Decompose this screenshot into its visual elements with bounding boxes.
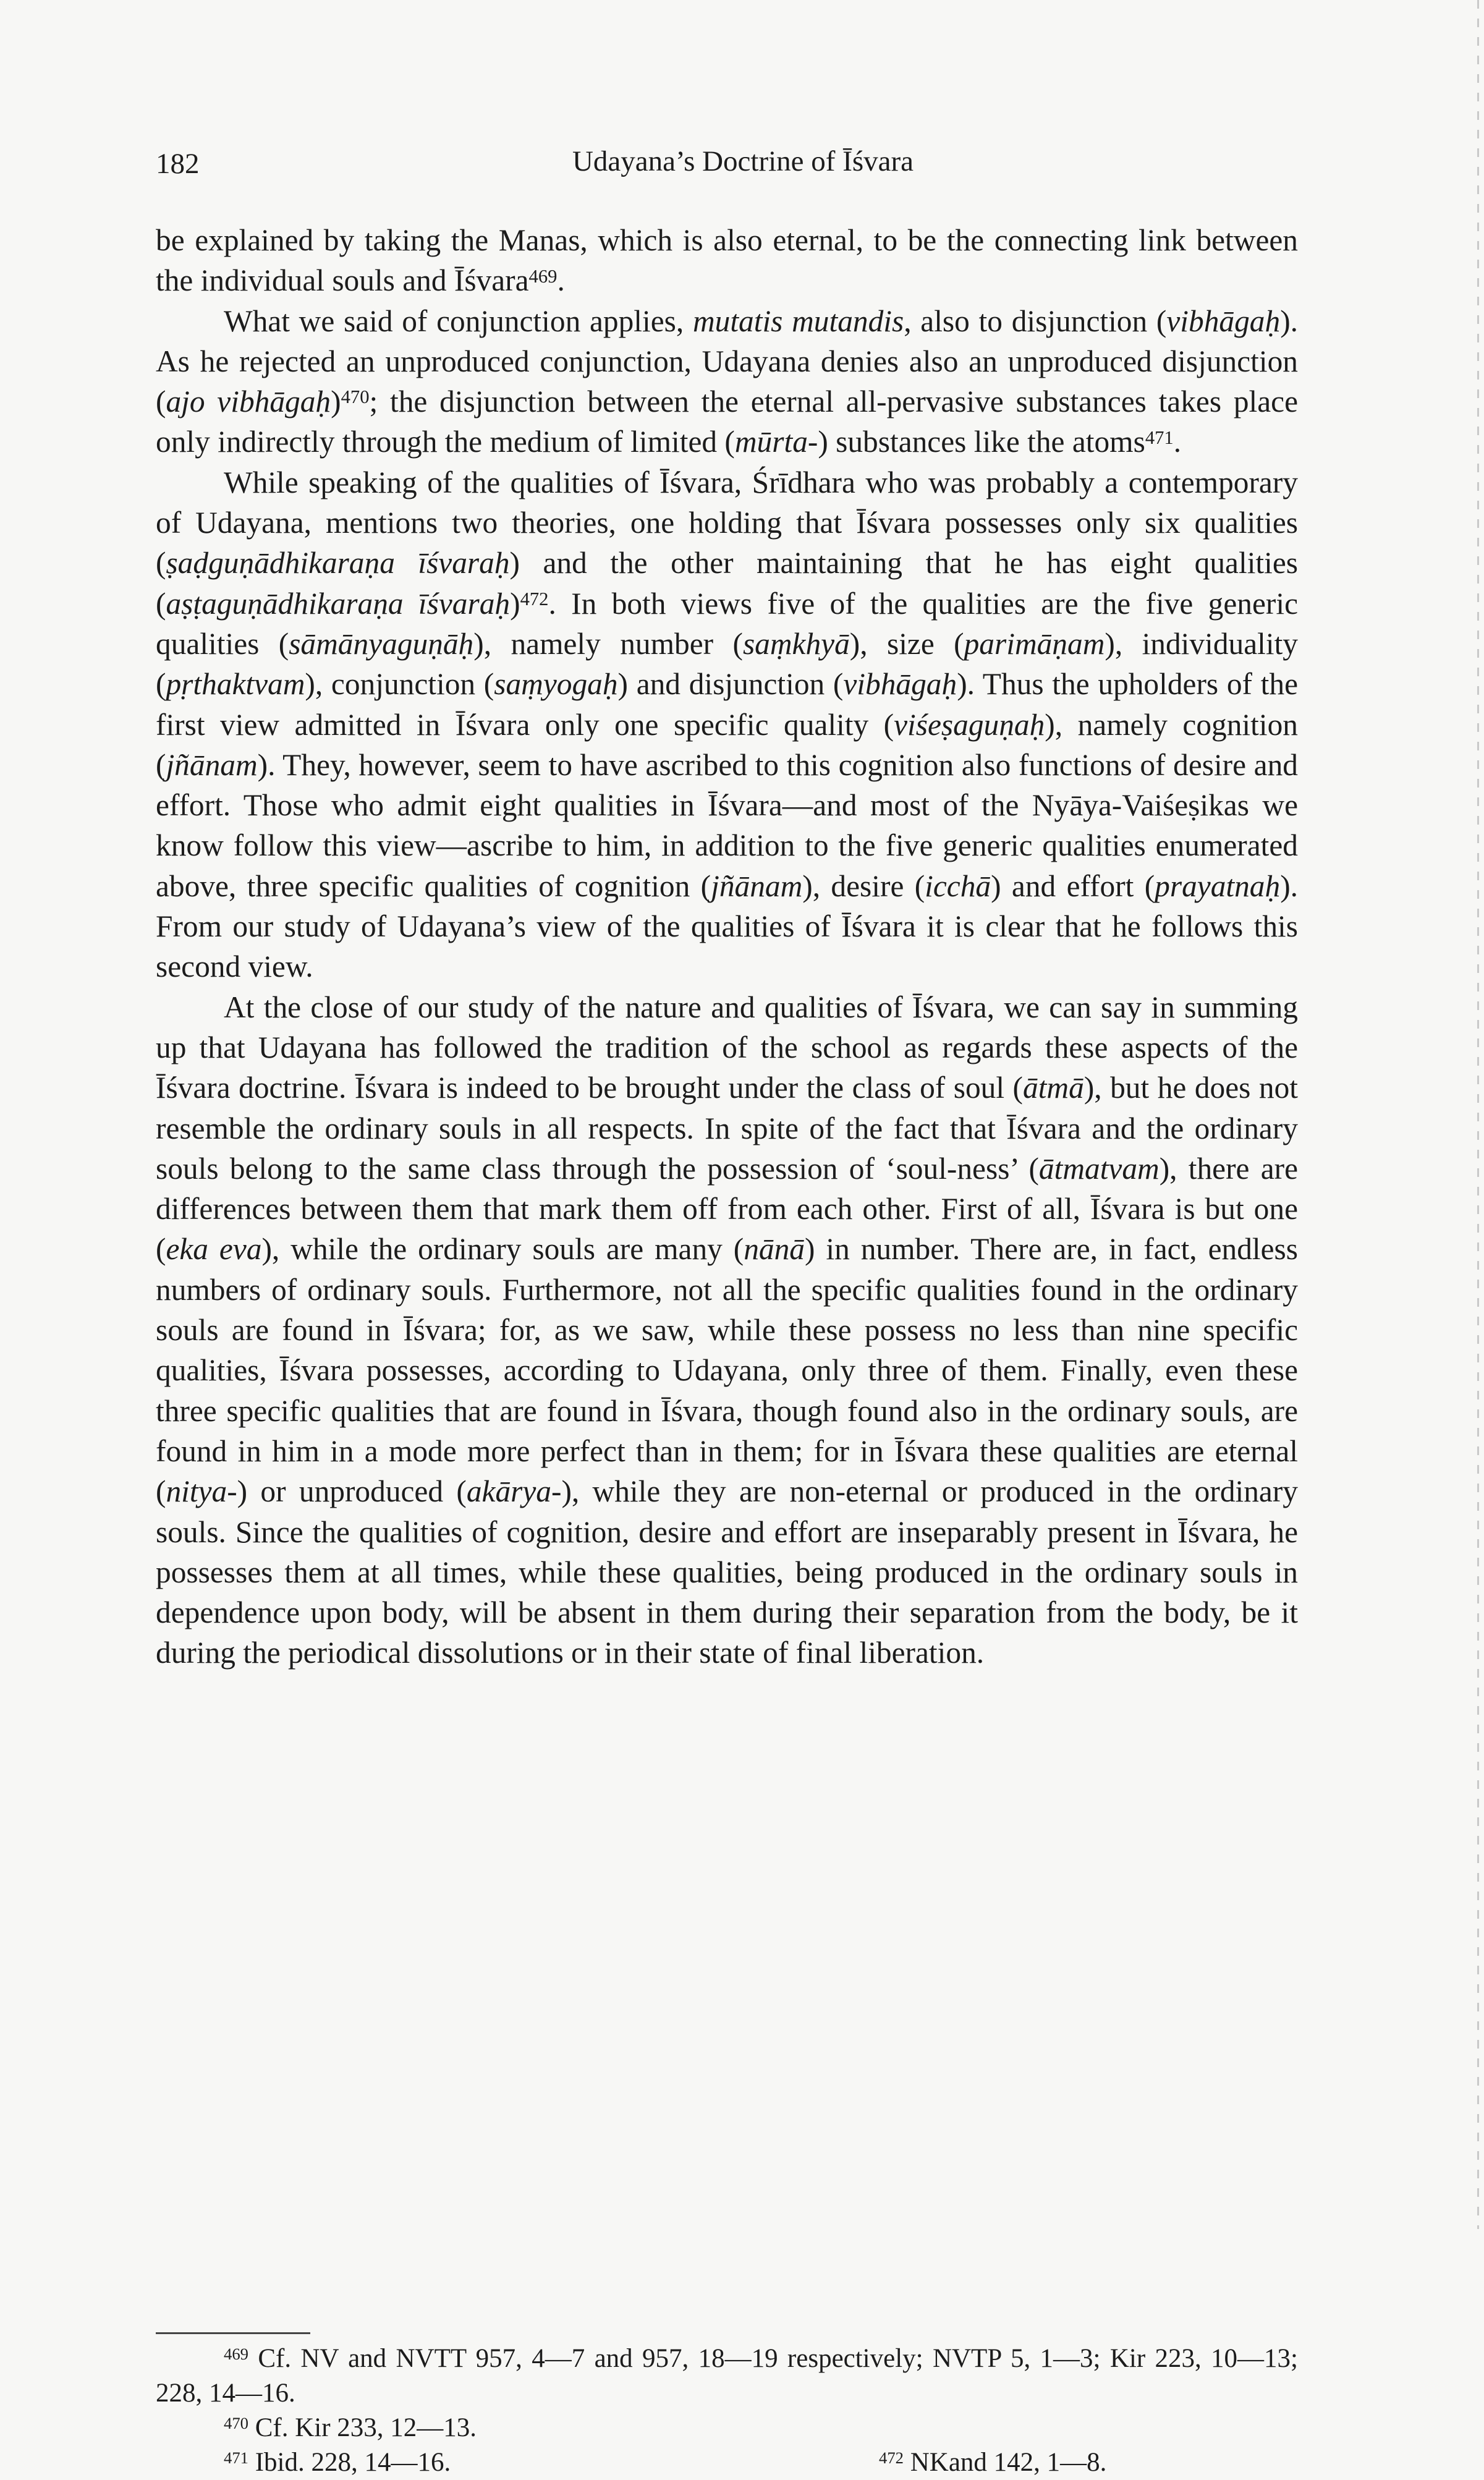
- footnote-number: 469: [224, 2345, 248, 2364]
- scan-margin-mark: [1477, 0, 1479, 2229]
- page-number: 182: [156, 148, 200, 180]
- paragraph-3: While speaking of the qualities of Īśvara, Śrīdhara who was probably a contemporary of Udayana, mentions two theories, one holding that Īśvara possesses only six qualities (ṣaḍguṇādhikaraṇa īśvaraḥ) and the other maintaining that he has eight qualities (aṣṭaguṇādhikaraṇa īśvaraḥ)$^{472}$. In both views five of the qualities are the five generic qualities (sāmānyaguṇāḥ), namely number (saṃkhyā), size (parimāṇam), individuality (pṛthaktvam), conjunction (saṃyogaḥ) and disjunction (vibhāgaḥ). Thus the upholders of the first view admitted in Īśvara only one specific quality (viśeṣaguṇaḥ), namely cognition (jñānam). They, however, seem to have ascribed to this cognition also functions of desire and effort. Those who admit eight qualities in Īśvara—and most of the Nyāya-Vaiśeṣikas we know follow this view—ascribe to him, in addition to the five generic qualities enumerated above, three specific qualities of cognition (jñānam), desire (icchā) and effort (prayatnaḥ). From our study of Udayana’s view of the qualities of Īśvara it is clear that he follows this second view.: [156, 465, 1299, 984]
- footnote-number: 472: [879, 2448, 904, 2468]
- footnote-472: $^{472}$ NKand 142, 1—8.: [879, 2448, 1107, 2477]
- footnote-469: $^{469}$ Cf. NV and NVTT 957, 4—7 and 957, 18—19 respectively; NVTP 5, 1—3; Kir 223, 10—13; 228, 14—16.: [156, 2344, 1299, 2408]
- footnote-ref-471[interactable]: 471: [1145, 427, 1174, 448]
- footnotes: [156, 2342, 1298, 2480]
- footnote-470: $^{470}$ Cf. Kir 233, 12—13.: [224, 2413, 477, 2442]
- footnote-line: [156, 2445, 1298, 2480]
- running-head: Udayana’s Doctrine of Īśvara: [572, 145, 914, 177]
- paragraph-2: What we said of conjunction applies, mutatis mutandis, also to disjunction (vibhāgaḥ). As he rejected an unproduced conjunction, Udayana denies also an unproduced disjunction (ajo vibhāgaḥ)$^{470}$; the disjunction between the eternal all-pervasive substances takes place only indirectly through the medium of limited (mūrta-) substances like the atoms$^{471}$.: [156, 304, 1298, 459]
- paragraph-1: be explained by taking the Manas, which is also eternal, to be the connecting link between the individual souls and Īśvara$^{469}$.: [156, 223, 1298, 298]
- footnote-number: 471: [224, 2448, 248, 2468]
- footnote-rule: [156, 2332, 310, 2334]
- paragraph-4: At the close of our study of the nature and qualities of Īśvara, we can say in summing up that Udayana has followed the tradition of the school as regards these aspects of the Īśvara doctrine. Īśvara is indeed to be brought under the class of soul (ātmā), but he does not resemble the ordinary souls in all respects. In spite of the fact that Īśvara and the ordinary souls belong to the same class through the possession of ‘soul-ness’ (ātmatvam), there are differences between them that mark them off from each other. First of all, Īśvara is but one (eka eva), while the ordinary souls are many (nānā) in number. There are, in fact, endless numbers of ordinary souls. Furthermore, not all the specific qualities found in the ordinary souls are found in Īśvara; for, as we saw, while these possess no less than nine specific qualities, Īśvara possesses, according to Udayana, only three of them. Finally, even these three specific qualities that are found in Īśvara, though found also in the ordinary souls, are found in him in a mode more perfect than in them; for in Īśvara these qualities are eternal (nitya-) or unproduced (akārya-), while they are non-eternal or produced in the ordinary souls. Since the qualities of cognition, desire and effort are inseparably present in Īśvara, he possesses them at all times, while these qualities, being produced in the ordinary souls in dependence upon body, will be absent in them during their separation from the body, be it during the periodical dissolutions or in their state of final liberation.: [156, 990, 1298, 1670]
- footnote-ref-469[interactable]: 469: [528, 265, 558, 287]
- footnote-ref-472[interactable]: 472: [520, 588, 549, 609]
- page-header: [156, 141, 1330, 184]
- footnote-ref-470[interactable]: 470: [341, 386, 370, 408]
- body-text: [156, 220, 1298, 1673]
- footnote-number: 470: [224, 2414, 248, 2433]
- footnote-471: $^{471}$ Ibid. 228, 14—16.: [224, 2448, 451, 2477]
